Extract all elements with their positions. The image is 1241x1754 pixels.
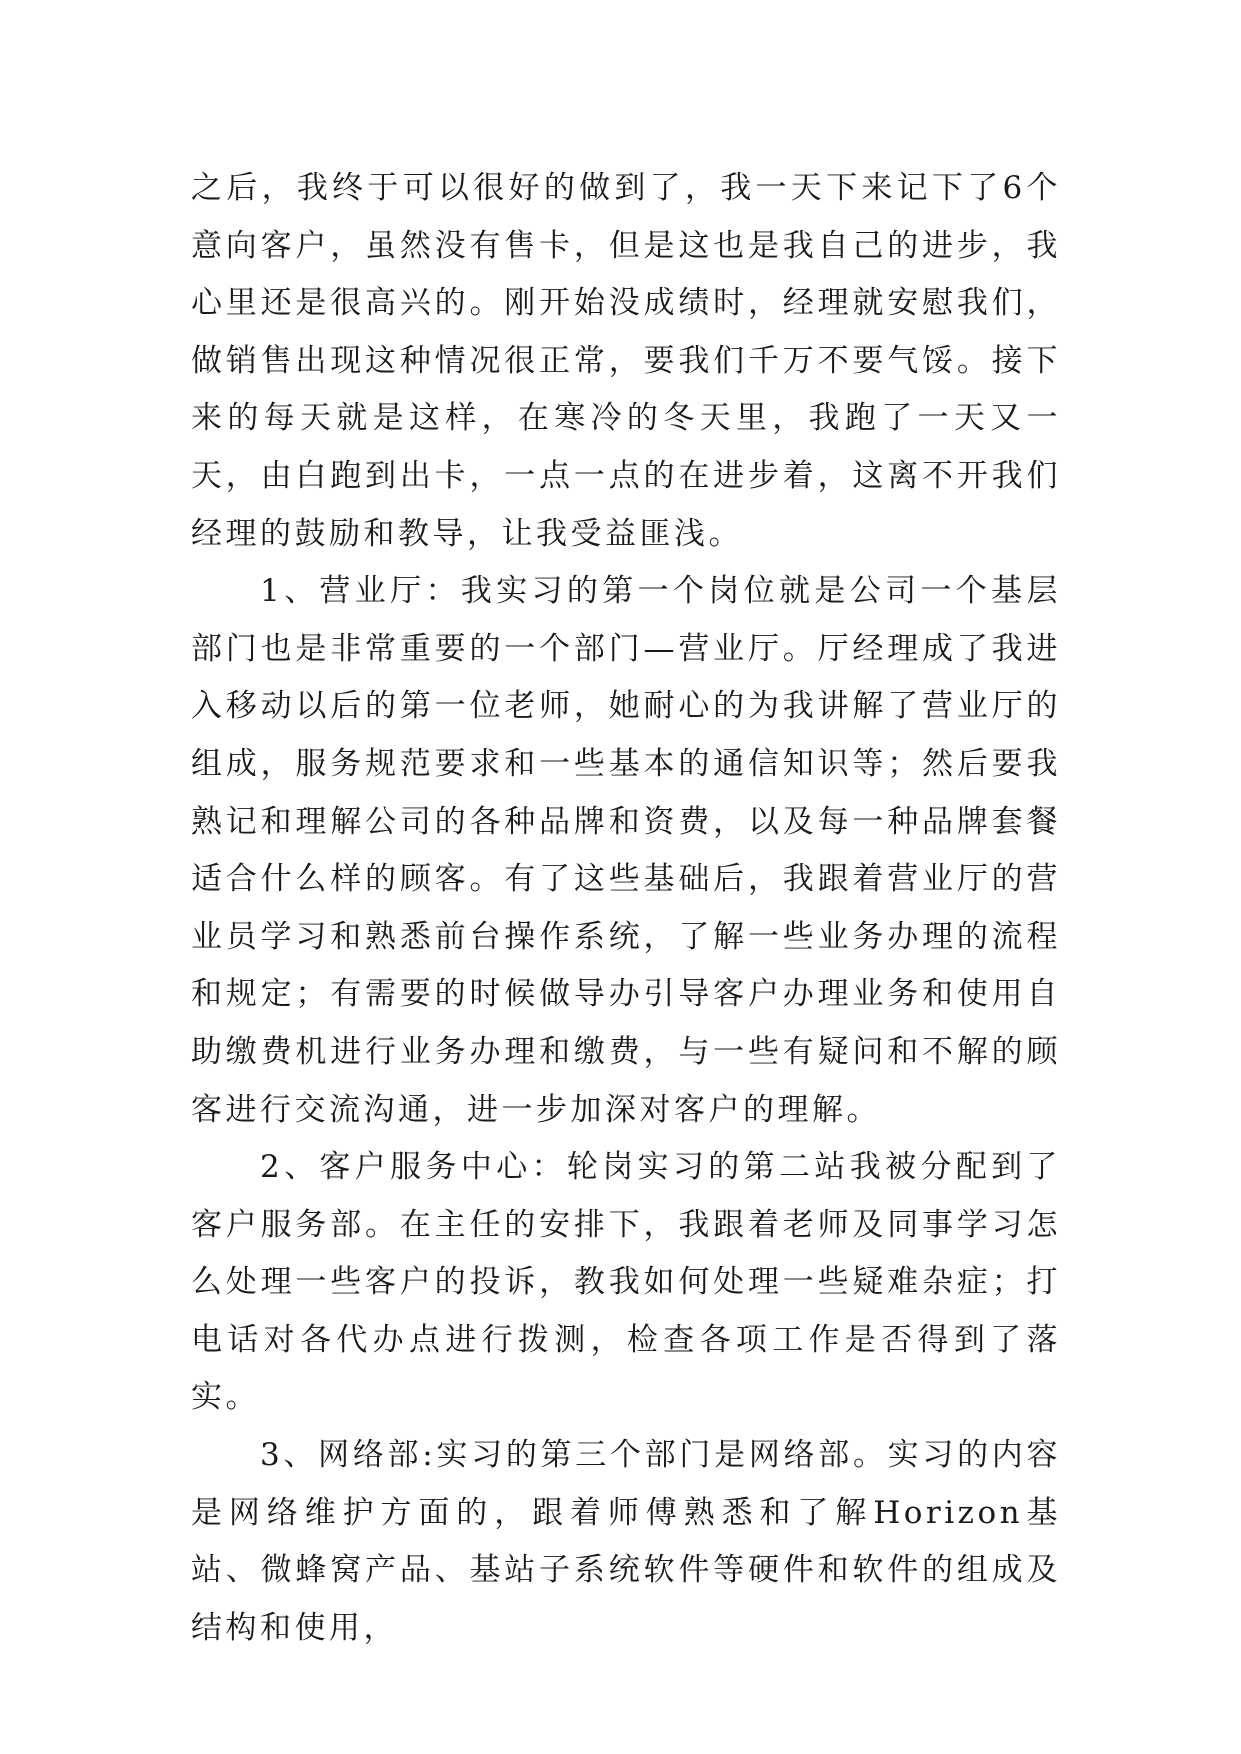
paragraph-intro: 之后，我终于可以很好的做到了，我一天下来记下了6个意向客户，虽然没有售卡，但是这也是我自己的进步，我心里还是很高兴的。刚开始没成绩时，经理就安慰我们，做销售出现这种情况很正常，要我们千万不要气馁。接下来的每天就是这样，在寒冷的冬天里，我跑了一天又一天，由白跑到出卡，一点一点的在进步着，这离不开我们经理的鼓励和教导，让我受益匪浅。	[191, 170, 1061, 552]
paragraph-business-hall: 1、营业厅：我实习的第一个岗位就是公司一个基层部门也是非常重要的一个部门—营业厅。厅经理成了我进入移动以后的第一位老师，她耐心的为我讲解了营业厅的组成，服务规范要求和一些基本的通信知识等；然后要我熟记和理解公司的各种品牌和资费，以及每一种品牌套餐适合什么样的顾客。有了这些基础后，我跟着营业厅的营业员学习和熟悉前台操作系统，了解一些业务办理的流程和规定；有需要的时候做导办引导客户办理业务和使用自助缴费机进行业务办理和缴费，与一些有疑问和不解的顾客进行交流沟通，进一步加深对客户的理解。	[191, 573, 1061, 1128]
document-body	[191, 160, 1061, 1657]
paragraph-customer-service: 2、客户服务中心：轮岗实习的第二站我被分配到了客户服务部。在主任的安排下，我跟着老师及同事学习怎么处理一些客户的投诉，教我如何处理一些疑难杂症；打电话对各代办点进行拨测，检查各项工作是否得到了落实。	[191, 1149, 1061, 1416]
paragraph-network-dept: 3、网络部:实习的第三个部门是网络部。实习的内容是网络维护方面的，跟着师傅熟悉和了解Horizon基站、微蜂窝产品、基站子系统软件等硬件和软件的组成及结构和使用，	[191, 1437, 1061, 1646]
